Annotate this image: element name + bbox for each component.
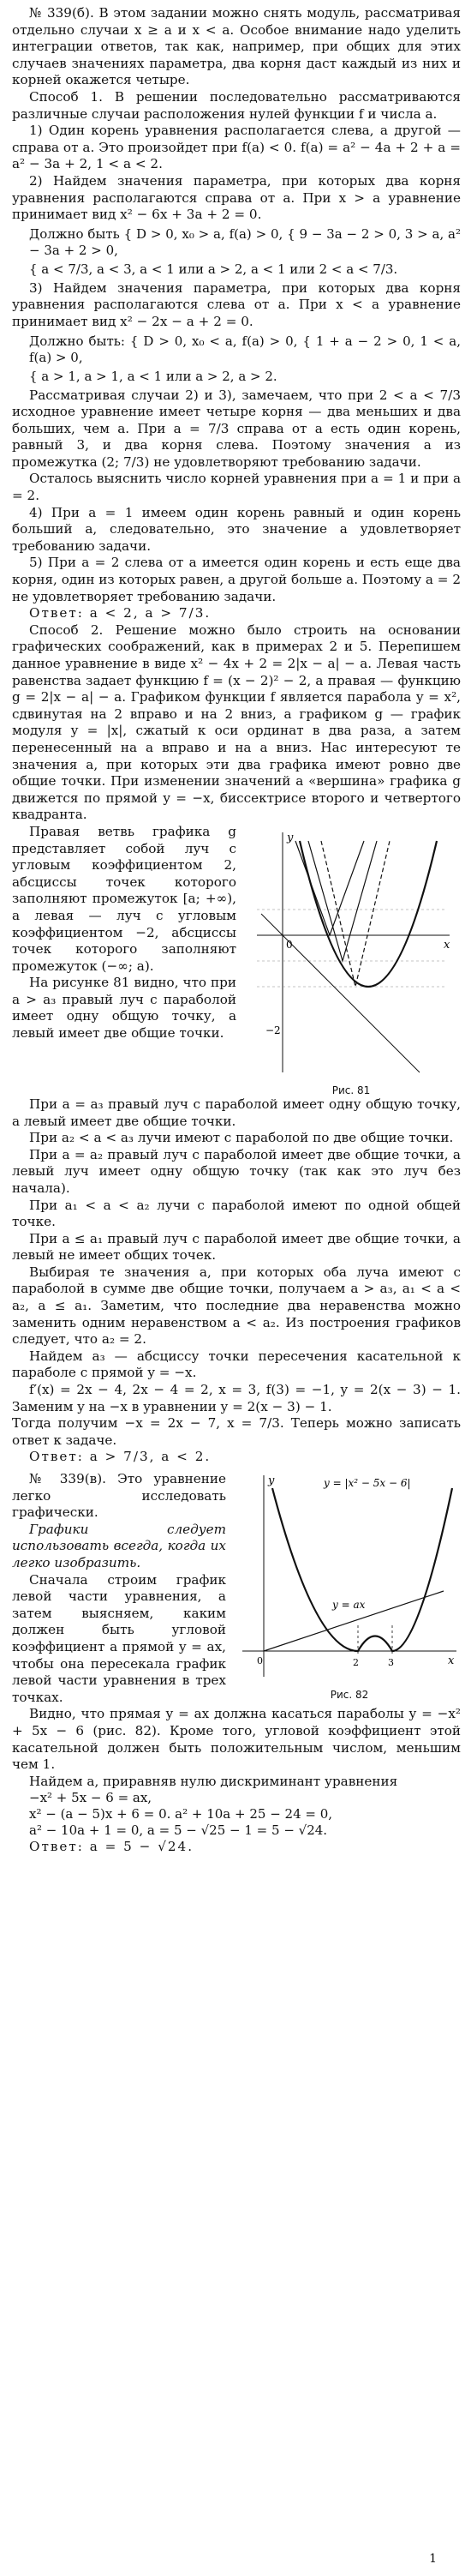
paragraph: Правая ветвь графика g представляет собой луч с угловым коэффициентом 2, абсциссы точек которого заполняют промежуток [a; +∞), а левая — луч с угловым коэффициентом −2, абсциссы точек которого заполняют промежуток (−∞; a). — [12, 823, 236, 974]
formula: { a < 7/3, a < 3, a < 1 или a > 2, a < 1 или 2 < a < 7/3. — [29, 261, 398, 277]
figure-81-block — [12, 824, 461, 1096]
svg-text:3: 3 — [388, 1657, 394, 1668]
paragraph: Рассматривая случаи 2) и 3), замечаем, что при 2 < a < 7/3 исходное уравнение имеет четыре корня — два меньших и два больших, чем a. При a = 7/3 справа от a есть один корень, равный 3, и два корня слева. Поэтому значения a из промежутка (2; 7/3) не удовлетворяют требованию задачи. — [12, 387, 461, 470]
paragraph: Выбирая те значения a, при которых оба луча имеют с параболой в сумме две общие точки, получаем a > a₃, a₁ < a < a₂, a ≤ a₁. Заметим, что последние два неравенства можно заменить одним неравенством a < a₂. Из построения графиков следует, что a₂ = 2. — [12, 1264, 461, 1348]
paragraph: При a₁ < a < a₂ лучи с параболой имеют по одной общей точке. — [12, 1197, 461, 1230]
paragraph: Видно, что прямая y = ax должна касаться параболы y = −x² + 5x − 6 (рис. 82). Кроме того, угловой коэффициент этой касательной должен быть положительным числом, меньшим чем 1. — [12, 1706, 461, 1773]
paragraph: Тогда получим −x = 2x − 7, x = 7/3. Теперь можно записать ответ к задаче. — [12, 1415, 461, 1448]
svg-text:0: 0 — [286, 938, 293, 951]
formula: Должно быть { D > 0, x₀ > a, f(a) > 0, { 9 − 3a − 2 > 0, 3 > a, a² − 3a + 2 > 0, — [29, 225, 461, 258]
line-label: y = ax — [332, 1599, 366, 1611]
paragraph: При a₂ < a < a₃ лучи имеют с параболой по две общие точки. — [29, 1130, 454, 1146]
paragraph: Найдем a₃ — абсциссу точки пересечения касательной к параболе с прямой y = −x. — [12, 1348, 461, 1381]
paragraph: 2) Найдем значения параметра, при которых два корня уравнения располагаются справа от a. При x > a уравнение принимает вид x² − 6x + 3a + 2 = 0. — [12, 172, 461, 223]
paragraph: При a ≤ a₁ правый луч с параболой имеет две общие точки, а левый не имеет общих точек. — [12, 1230, 461, 1264]
paragraph: При a = a₃ правый луч с параболой имеет одну общую точку, а левый имеет две общие точки. — [12, 1096, 461, 1129]
paragraph: 4) При a = 1 имеем один корень равный и один корень больший a, следовательно, это значение a удовлетворяет требованию задачи. — [12, 504, 461, 554]
paragraph: 5) При a = 2 слева от a имеется один корень и есть еще два корня, один из которых равен, а другой больше a. Поэтому a = 2 не удовлетворяет требованию задачи. — [12, 555, 461, 604]
svg-text:y: y — [268, 1474, 275, 1487]
paragraph: 1) Один корень уравнения располагается слева, а другой — справа от a. Это произойдет при f(a) < 0. f(a) = a² − 4a + 2 + a = a² − 3a + 2, 1 < a < 2. — [12, 123, 461, 172]
paragraph: Графики следует использовать всегда, когда их легко изобразить. — [12, 1521, 226, 1570]
figure-81 — [248, 824, 454, 1096]
figure-caption: Рис. 82 — [330, 1689, 369, 1701]
paragraph: Способ 1. В решении последовательно рассматриваются различные случаи расположения нулей функции f и числа a. — [12, 88, 461, 122]
paragraph: № 339(в). Это уравнение легко исследовать графически. — [12, 1471, 226, 1521]
paragraph: При a = a₂ правый луч с параболой имеет две общие точки, а левый луч имеет одну общую точку (так как это луч без начала). — [12, 1146, 461, 1196]
formula: { a > 1, a > 1, a < 1 или a > 2, a > 2. — [29, 368, 277, 384]
paragraph: Осталось выяснить число корней уравнения при a = 1 и при a = 2. — [12, 471, 461, 504]
paragraph: Сначала строим график левой части уравнения, а затем выясняем, каким должен быть угловой коэффициент a прямой y = ax, чтобы она пересекала график левой части уравнения в трех точках. — [12, 1571, 226, 1705]
svg-text:y: y — [287, 831, 294, 844]
answer: Ответ: a > 7/3, a < 2. — [29, 1449, 212, 1465]
formula: Должно быть: { D > 0, x₀ < a, f(a) > 0, { 1 + a − 2 > 0, 1 < a, f(a) > 0, — [29, 333, 461, 365]
figure-82 — [238, 1471, 461, 1701]
document-page — [12, 5, 461, 1856]
figure-81-graph — [248, 824, 454, 1081]
svg-text:2: 2 — [353, 1657, 359, 1668]
svg-text:x: x — [448, 1654, 455, 1667]
paragraph: № 339(б). В этом задании можно снять модуль, рассматривая отдельно случаи x ≥ a и x < a. Особое внимание надо уделить интеграции ответов, так как, например, при общих для этих случаев значениях параметра, два корня даст каждый из них и корней окажется четыре. — [12, 5, 461, 88]
page-number: 1 — [429, 2552, 437, 2566]
svg-text:x: x — [444, 938, 450, 952]
paragraph: Найдем a, приравняв нулю дискриминант уравнения — [29, 1773, 398, 1789]
paragraph: f′(x) = 2x − 4, 2x − 4 = 2, x = 3, f(3) = −1, y = 2(x − 3) − 1. Заменим y на −x в уравнении y = 2(x − 3) − 1. — [12, 1382, 461, 1414]
figure-caption: Рис. 81 — [331, 1084, 371, 1096]
formula: −x² + 5x − 6 = ax, — [29, 1790, 152, 1806]
svg-text:−2: −2 — [265, 1024, 281, 1036]
formula: a² − 10a + 1 = 0, a = 5 − √25 − 1 = 5 − √24. — [29, 1822, 328, 1839]
paragraph: 3) Найдем значения параметра, при которых два корня уравнения располагаются слева от a. При x < a уравнение принимает вид x² − 2x − a + 2 = 0. — [12, 279, 461, 329]
figure-82-block — [12, 1471, 461, 1706]
svg-text:0: 0 — [257, 1655, 263, 1666]
figure-82-graph — [238, 1471, 461, 1685]
answer: Ответ: a = 5 − √24. — [29, 1839, 194, 1855]
paragraph: Способ 2. Решение можно было строить на основании графических соображений, как в примерах 2 и 5. Перепишем данное уравнение в виде x² − 4x + 2 = 2|x − a| − a. Левая часть равенства задает функцию f = (x − 2)² − 2, а правая — функцию g = 2|x − a| − a. Графиком функции f является парабола y = x², сдвинутая на 2 вправо и на 2 вниз, а графиком g — график модуля y = |x|, сжатый к оси ординат в два раза, а затем перенесенный на a вправо и на a вниз. Нас интересуют те значения a, при которых эти два графика имеют ровно две общие точки. При изменении значений a «вершина» графика g движется по прямой y = −x, биссектрисе второго и четвертого квадранта. — [12, 621, 461, 823]
formula: x² − (a − 5)x + 6 = 0. a² + 10a + 25 − 24 = 0, — [29, 1806, 333, 1822]
answer: Ответ: a < 2, a > 7/3. — [29, 605, 212, 621]
paragraph: На рисунке 81 видно, что при a > a₃ правый луч с параболой имеет одну общую точку, а левый имеет две общие точки. — [12, 975, 236, 1042]
graph-label: y = |x² − 5x − 6| — [324, 1477, 411, 1489]
